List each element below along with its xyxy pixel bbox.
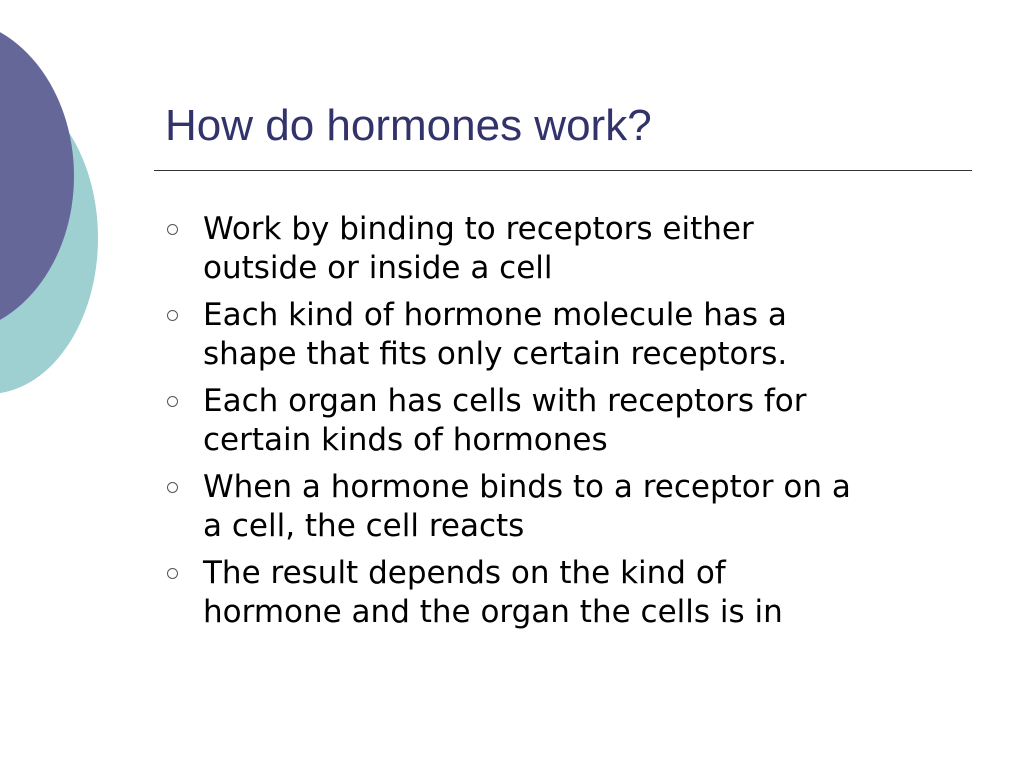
bullet-item <box>164 296 964 374</box>
bullet-item <box>164 382 964 460</box>
bullet-line: shape that fits only certain receptors. <box>203 336 788 372</box>
bullet-circle-icon <box>167 568 178 579</box>
title-divider <box>154 170 972 171</box>
bullet-line: hormone and the organ the cells is in <box>203 594 783 630</box>
bullet-line: Work by binding to receptors either <box>203 211 754 247</box>
bullet-line: Each kind of hormone molecule has a <box>203 297 787 333</box>
bullet-item <box>164 210 964 288</box>
bullet-line: outside or inside a cell <box>203 250 553 286</box>
bullet-line: a cell, the cell reacts <box>203 508 525 544</box>
bullet-line: When a hormone binds to a receptor on a <box>203 469 851 505</box>
bullet-circle-icon <box>167 310 178 321</box>
bullet-item <box>164 554 964 632</box>
bullet-line: Each organ has cells with receptors for <box>203 383 807 419</box>
bullet-item <box>164 468 964 546</box>
bullet-circle-icon <box>167 482 178 493</box>
bullet-line: The result depends on the kind of <box>203 555 726 591</box>
bullet-circle-icon <box>167 396 178 407</box>
bullet-circle-icon <box>167 224 178 235</box>
bullet-list <box>164 210 964 640</box>
bullet-line: certain kinds of hormones <box>203 422 608 458</box>
slide-title: How do hormones work? <box>165 101 652 150</box>
